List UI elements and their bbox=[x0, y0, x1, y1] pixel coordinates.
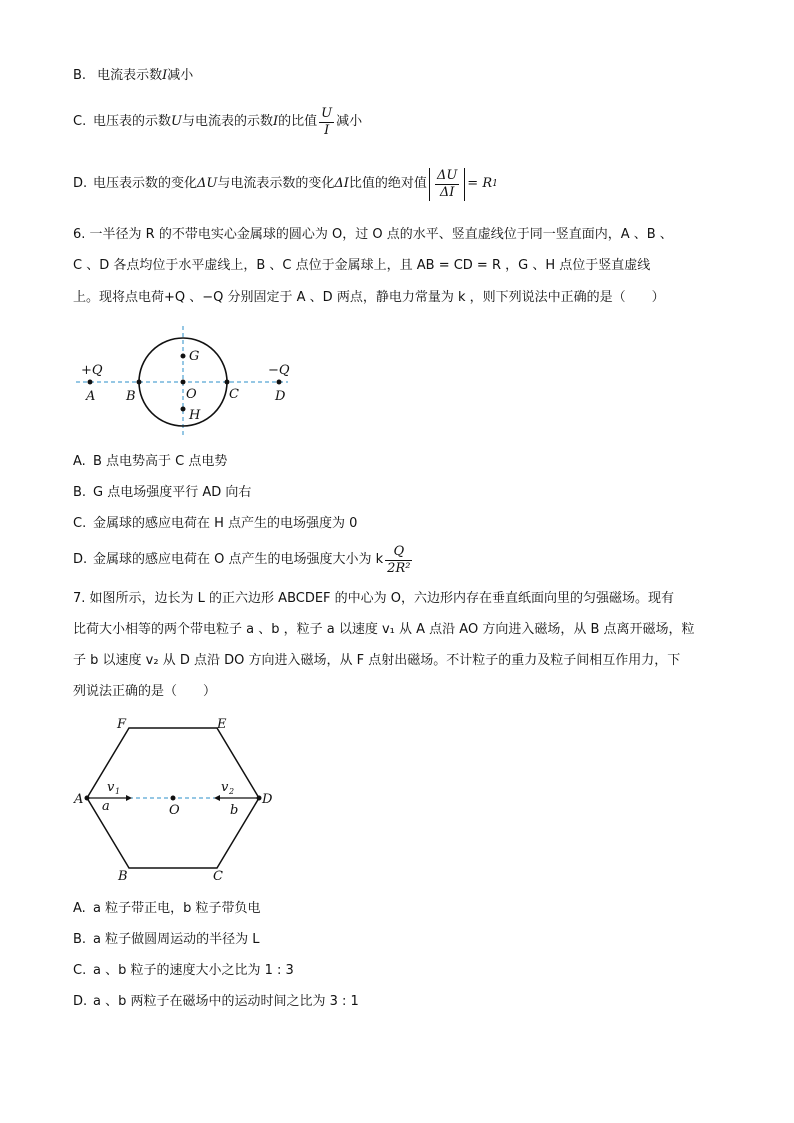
label-d: D bbox=[275, 389, 286, 404]
q7-option-a: A. a 粒子带正电，b 粒子带负电 bbox=[73, 901, 261, 916]
q6-stem-line2: C 、D 各点均位于水平虚线上，B 、C 点位于金属球上，且 AB = CD = R ，G 、H 点位于竖直虚线 bbox=[73, 258, 651, 273]
q7-stem-line1: 7. 如图所示，边长为 L 的正六边形 ABCDEF 的中心为 O，六边形内存在垂直纸面向里的匀强磁场。现有 bbox=[73, 591, 675, 606]
q5-option-c: C. 电压表的示数 U 与电流表的示数 I 的比值 $\frac{U}{I}$ 减小 bbox=[73, 105, 363, 138]
label-a: A bbox=[74, 792, 84, 807]
fraction-q-over-2r2: $\frac{Q}{\text{2R²}}$ bbox=[387, 543, 411, 576]
label-b: B bbox=[118, 869, 128, 884]
option-label: B. bbox=[73, 68, 87, 83]
q6-figure bbox=[72, 322, 302, 442]
label-c: C bbox=[213, 869, 223, 884]
label-g: G bbox=[189, 349, 200, 364]
point-h-dot bbox=[181, 407, 186, 412]
label-b-particle: b bbox=[230, 803, 239, 818]
label-c: C bbox=[229, 387, 239, 402]
absolute-value: $\frac{\Delta U}{\Delta I}$ bbox=[429, 168, 465, 201]
label-v2: v bbox=[221, 780, 229, 795]
point-d-dot bbox=[277, 380, 282, 385]
point-d-dot bbox=[257, 796, 262, 801]
q6-option-a: A. B 点电势高于 C 点电势 bbox=[73, 454, 228, 469]
v2-arrowhead bbox=[214, 795, 220, 801]
q7-option-b: B. a 粒子做圆周运动的半径为 L bbox=[73, 932, 260, 947]
label-o: O bbox=[186, 387, 197, 402]
option-label: C. bbox=[73, 114, 87, 129]
q6-stem-line3: 上。现将点电荷+Q 、−Q 分别固定于 A 、D 两点，静电力常量为 k ，则下列说法中正确的是（ ） bbox=[73, 290, 665, 305]
label-v1: v bbox=[107, 780, 115, 795]
minus-q-label: −Q bbox=[268, 363, 290, 378]
option-label: D. bbox=[73, 176, 88, 191]
q6-option-c: C. 金属球的感应电荷在 H 点产生的电场强度为 0 bbox=[73, 516, 358, 531]
label-v2-sub: 2 bbox=[229, 787, 235, 796]
plus-q-label: +Q bbox=[81, 363, 103, 378]
label-d: D bbox=[262, 792, 273, 807]
point-o-dot bbox=[171, 796, 176, 801]
q5-option-b: B. 电流表示数I减小 bbox=[73, 68, 194, 83]
label-v1-sub: 1 bbox=[115, 787, 121, 796]
q7-stem-line2: 比荷大小相等的两个带电粒子 a 、b ，粒子 a 以速度 v₁ 从 A 点沿 AO 方向进入磁场，从 B 点离开磁场，粒 bbox=[73, 622, 695, 637]
q7-stem-line4: 列说法正确的是（ ） bbox=[73, 684, 217, 699]
q5-option-d: D. 电压表示数的变化 ΔU 与电流表示数的变化 ΔI 比值的绝对值 $\frac{\Delta U}{\Delta I}$ = R 1 bbox=[73, 167, 498, 200]
point-b-dot bbox=[137, 380, 142, 385]
point-o-dot bbox=[181, 380, 186, 385]
v1-arrowhead bbox=[126, 795, 132, 801]
point-g-dot bbox=[181, 354, 186, 359]
point-a-dot bbox=[85, 796, 90, 801]
q6-stem-line1: 6. 一半径为 R 的不带电实心金属球的圆心为 O，过 O 点的水平、竖直虚线位于同一竖直面内，A 、B 、 bbox=[73, 227, 673, 242]
label-o: O bbox=[169, 803, 180, 818]
label-f: F bbox=[117, 717, 127, 732]
q7-option-c: C. a 、b 粒子的速度大小之比为 1 : 3 bbox=[73, 963, 294, 978]
label-e: E bbox=[217, 717, 227, 732]
q7-option-d: D. a 、b 两粒子在磁场中的运动时间之比为 3 : 1 bbox=[73, 994, 359, 1009]
label-a-particle: a bbox=[102, 799, 110, 814]
q7-stem-line3: 子 b 以速度 v₂ 从 D 点沿 DO 方向进入磁场，从 F 点射出磁场。不计粒子的重力及粒子间相互作用力，下 bbox=[73, 653, 681, 668]
label-b: B bbox=[126, 389, 136, 404]
point-a-dot bbox=[88, 380, 93, 385]
fraction-u-over-i: $\frac{U}{I}$ bbox=[321, 105, 333, 138]
q7-figure bbox=[70, 712, 280, 884]
point-c-dot bbox=[225, 380, 230, 385]
label-a: A bbox=[86, 389, 96, 404]
q6-option-b: B. G 点电场强度平行 AD 向右 bbox=[73, 485, 252, 500]
label-h: H bbox=[189, 408, 201, 423]
q6-option-d: D. 金属球的感应电荷在 O 点产生的电场强度大小为 k $\frac{Q}{\text{2R²}}$ bbox=[73, 543, 411, 576]
